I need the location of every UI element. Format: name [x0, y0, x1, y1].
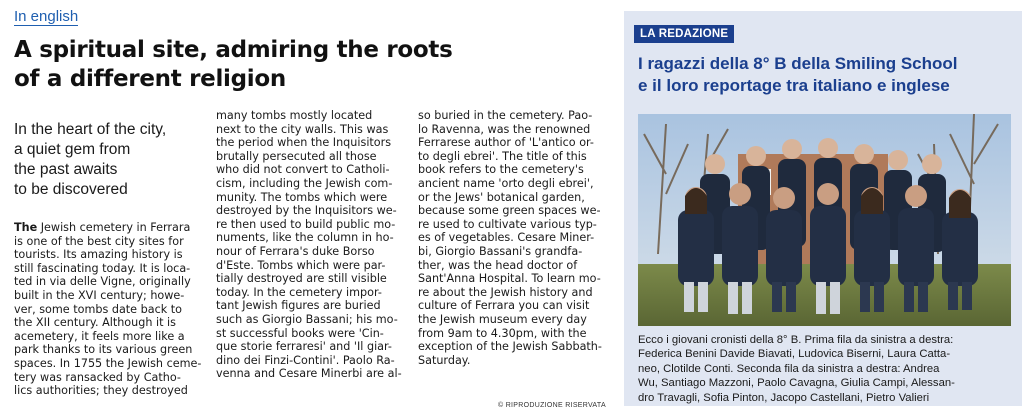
- article-text-line: culture of Ferrara you can visit: [418, 299, 590, 313]
- photo-caption: [638, 333, 1018, 405]
- lead-word: The: [14, 221, 38, 234]
- article-text-line: lics authorities; they destroyed: [14, 384, 188, 398]
- copyright-notice: © RIPRODUZIONE RISERVATA: [498, 402, 606, 409]
- article-text-line: tery was ransacked by Catho-: [14, 370, 181, 384]
- article-text-line: acemetery, it feels more like a: [14, 329, 185, 343]
- article-text-fragment: Jewish cemetery in Ferrara: [37, 221, 191, 234]
- article-text-line: or the Jews' botanical garden,: [418, 190, 585, 204]
- article-text-line: numents, like the column in ho-: [216, 231, 394, 245]
- article-text-line: brutally persecuted all those: [216, 149, 377, 163]
- article-headline: [14, 36, 614, 94]
- sidebar-title: [638, 53, 1018, 97]
- subhead-line: a quiet gem from: [14, 141, 131, 158]
- article-text-line: tourists. Its amazing history is: [14, 248, 183, 262]
- article-text-line: ther, was the head doctor of: [418, 258, 578, 272]
- article-text-line: bi, Giorgio Bassani's grandfa-: [418, 244, 583, 258]
- article-subhead: [14, 120, 204, 200]
- subhead-line: In the heart of the city,: [14, 121, 167, 138]
- article-text-line: is one of the best city sites for: [14, 234, 184, 248]
- group-photo-image: [638, 114, 1011, 326]
- caption-line: neo, Clotilde Conti. Seconda fila da sinistra a destra: Andrea: [638, 362, 940, 375]
- article-text-line: book refers to the cemetery's: [418, 163, 584, 177]
- article-text-line: tially destroyed are still visible: [216, 272, 387, 286]
- article-text-line: to degli ebrei'. The title of this: [418, 149, 587, 163]
- subhead-line: the past awaits: [14, 161, 118, 178]
- article-text-line: who did not convert to Catholi-: [216, 163, 390, 177]
- article-text-line: so buried in the cemetery. Pao-: [418, 109, 593, 122]
- article-text-line: lo Ravenna, was the renowned: [418, 122, 591, 136]
- headline-line: A spiritual site, admiring the roots: [14, 37, 453, 63]
- article-text-line: ver, some tombs date back to: [14, 302, 182, 316]
- article-text-line: Ferrarese author of 'L'antico or-: [418, 136, 594, 150]
- sidebar-panel: [624, 11, 1022, 406]
- article-text-line: dino dei Finzi-Contini'. Paolo Ra-: [216, 353, 395, 367]
- article-text-line: ancient name 'orto degli ebrei',: [418, 176, 594, 190]
- article-text-line: the XII century. Although it is: [14, 316, 176, 330]
- headline-line: of a different religion: [14, 66, 286, 92]
- article-text-line: re about the Jewish history and: [418, 285, 593, 299]
- article-column-1: [14, 221, 200, 398]
- article-text-line: tant Jewish figures are buried: [216, 299, 381, 313]
- caption-line: Wu, Santiago Mazzoni, Paolo Cavagna, Giulia Campi, Alessan-: [638, 377, 955, 390]
- article-text-line: still fascinating today. It is loca-: [14, 261, 191, 275]
- sidebar-title-line: I ragazzi della 8° B della Smiling School: [638, 54, 958, 73]
- caption-line: Ecco i giovani cronisti della 8° B. Prima fila da sinistra a destra:: [638, 334, 954, 346]
- article-text-line: ted in via delle Vigne, originally: [14, 275, 191, 289]
- article-text-line: st successful books were 'Cin-: [216, 326, 384, 340]
- subhead-line: to be discovered: [14, 181, 128, 198]
- article-text-line: re used to cultivate various typ-: [418, 217, 597, 231]
- article-text-line: munity. The tombs which were: [216, 190, 388, 204]
- article-text-line: today. In the cemetery impor-: [216, 285, 382, 299]
- article-text-line: from 9am to 4.30pm, with the: [418, 326, 587, 340]
- article-text-line: Saturday.: [418, 353, 471, 367]
- section-kicker: In english: [14, 8, 79, 25]
- sidebar-title-line: e il loro reportage tra italiano e inglese: [638, 76, 950, 95]
- article-text-line: exception of the Jewish Sabbath-: [418, 340, 602, 354]
- sidebar-label: LA REDAZIONE: [634, 25, 734, 43]
- caption-line: Federica Benini Davide Biavati, Ludovica Biserni, Laura Catta-: [638, 348, 951, 361]
- class-group-photo: [638, 114, 1011, 326]
- article-text-line: the Jewish museum every day: [418, 312, 587, 326]
- article-text-line: because some green spaces we-: [418, 204, 601, 218]
- article-column-3: [418, 109, 608, 367]
- article-text-line: many tombs mostly located: [216, 109, 373, 122]
- article-text-line: Sant'Anna Hospital. To learn mo-: [418, 272, 601, 286]
- caption-line: dro Travagli, Sofia Pinton, Jacopo Castellani, Pietro Valieri: [638, 391, 930, 404]
- article-text-line: es of vegetables. Cesare Miner-: [418, 231, 595, 245]
- article-text-line: cism, including the Jewish com-: [216, 176, 393, 190]
- article-text-line: que storie ferraresi' and 'Il giar-: [216, 340, 392, 354]
- article-text-line: [14, 221, 200, 235]
- article-text-line: spaces. In 1755 the Jewish ceme-: [14, 356, 202, 370]
- article-text-line: nour of Ferrara's duke Borso: [216, 244, 375, 258]
- article-text-line: next to the city walls. This was: [216, 122, 389, 136]
- article-text-line: park thanks to its various green: [14, 343, 193, 357]
- article-text-line: re then used to build public mo-: [216, 217, 396, 231]
- article-text-line: d'Este. Tombs which were par-: [216, 258, 386, 272]
- article-text-line: such as Giorgio Bassani; his mo-: [216, 312, 398, 326]
- article-text-line: the period when the Inquisitors: [216, 136, 392, 150]
- article-column-2: [216, 109, 402, 381]
- article-text-line: destroyed by the Inquisitors we-: [216, 204, 397, 218]
- article-text-line: built in the XVI century; howe-: [14, 288, 185, 302]
- article-text-line: venna and Cesare Minerbi are al-: [216, 367, 402, 381]
